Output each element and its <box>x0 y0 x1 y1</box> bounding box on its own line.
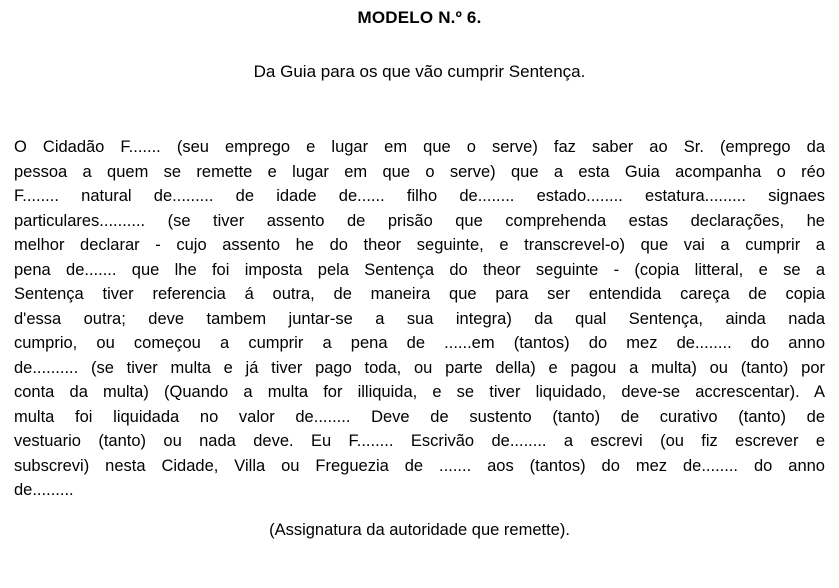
body-line: Sentença tiver referencia á outra, de maneira que para ser entendida careça de copia <box>14 285 825 303</box>
body-line: d'essa outra; deve tambem juntar-se a sua integra) da qual Sentença, ainda nada <box>14 309 825 328</box>
body-paragraph <box>14 135 825 503</box>
body-line: O Cidadão F....... (seu emprego e lugar em que o serve) faz saber ao Sr. (emprego da <box>14 138 825 156</box>
body-line: subscrevi) nesta Cidade, Villa ou Freguezia de ....... aos (tantos) do mez de........ do anno <box>14 456 825 475</box>
body-line: vestuario (tanto) ou nada deve. Eu F........ Escrivão de........ a escrevi (ou fiz escrever e <box>14 432 825 450</box>
body-line: de.......... (se tiver multa e já tiver pago toda, ou parte della) e pagou a multa) ou (tanto) por <box>14 358 825 377</box>
body-line: de......... <box>14 481 74 499</box>
signature-line: (Assignatura da autoridade que remette). <box>269 520 570 539</box>
body-line: conta da multa) (Quando a multa for illiquida, e se tiver liquidado, deve-se accrescentar). A <box>14 383 825 401</box>
body-line: particulares.......... (se tiver assento de prisão que comprehenda estas declarações, he <box>14 211 825 230</box>
document-title: MODELO N.º 6. <box>357 8 482 27</box>
body-line: pena de....... que lhe foi imposta pela Sentença do theor seguinte - (copia litteral, e se a <box>14 260 825 279</box>
body-line: melhor declarar - cujo assento he do theor seguinte, e transcrevel-o) que vai a cumprir a <box>14 236 825 254</box>
body-line: cumprio, ou começou a cumprir a pena de ......em (tantos) do mez de........ do anno <box>14 334 825 352</box>
document-subtitle: Da Guia para os que vão cumprir Sentença. <box>253 62 586 81</box>
body-line: F........ natural de......... de idade de...... filho de........ estado........ estatura......... signaes <box>14 187 825 205</box>
body-line: pessoa a quem se remette e lugar em que o serve) que a esta Guia acompanha o réo <box>14 162 825 181</box>
body-line: multa foi liquidada no valor de........ Deve de sustento (tanto) de curativo (tanto) de <box>14 407 825 426</box>
